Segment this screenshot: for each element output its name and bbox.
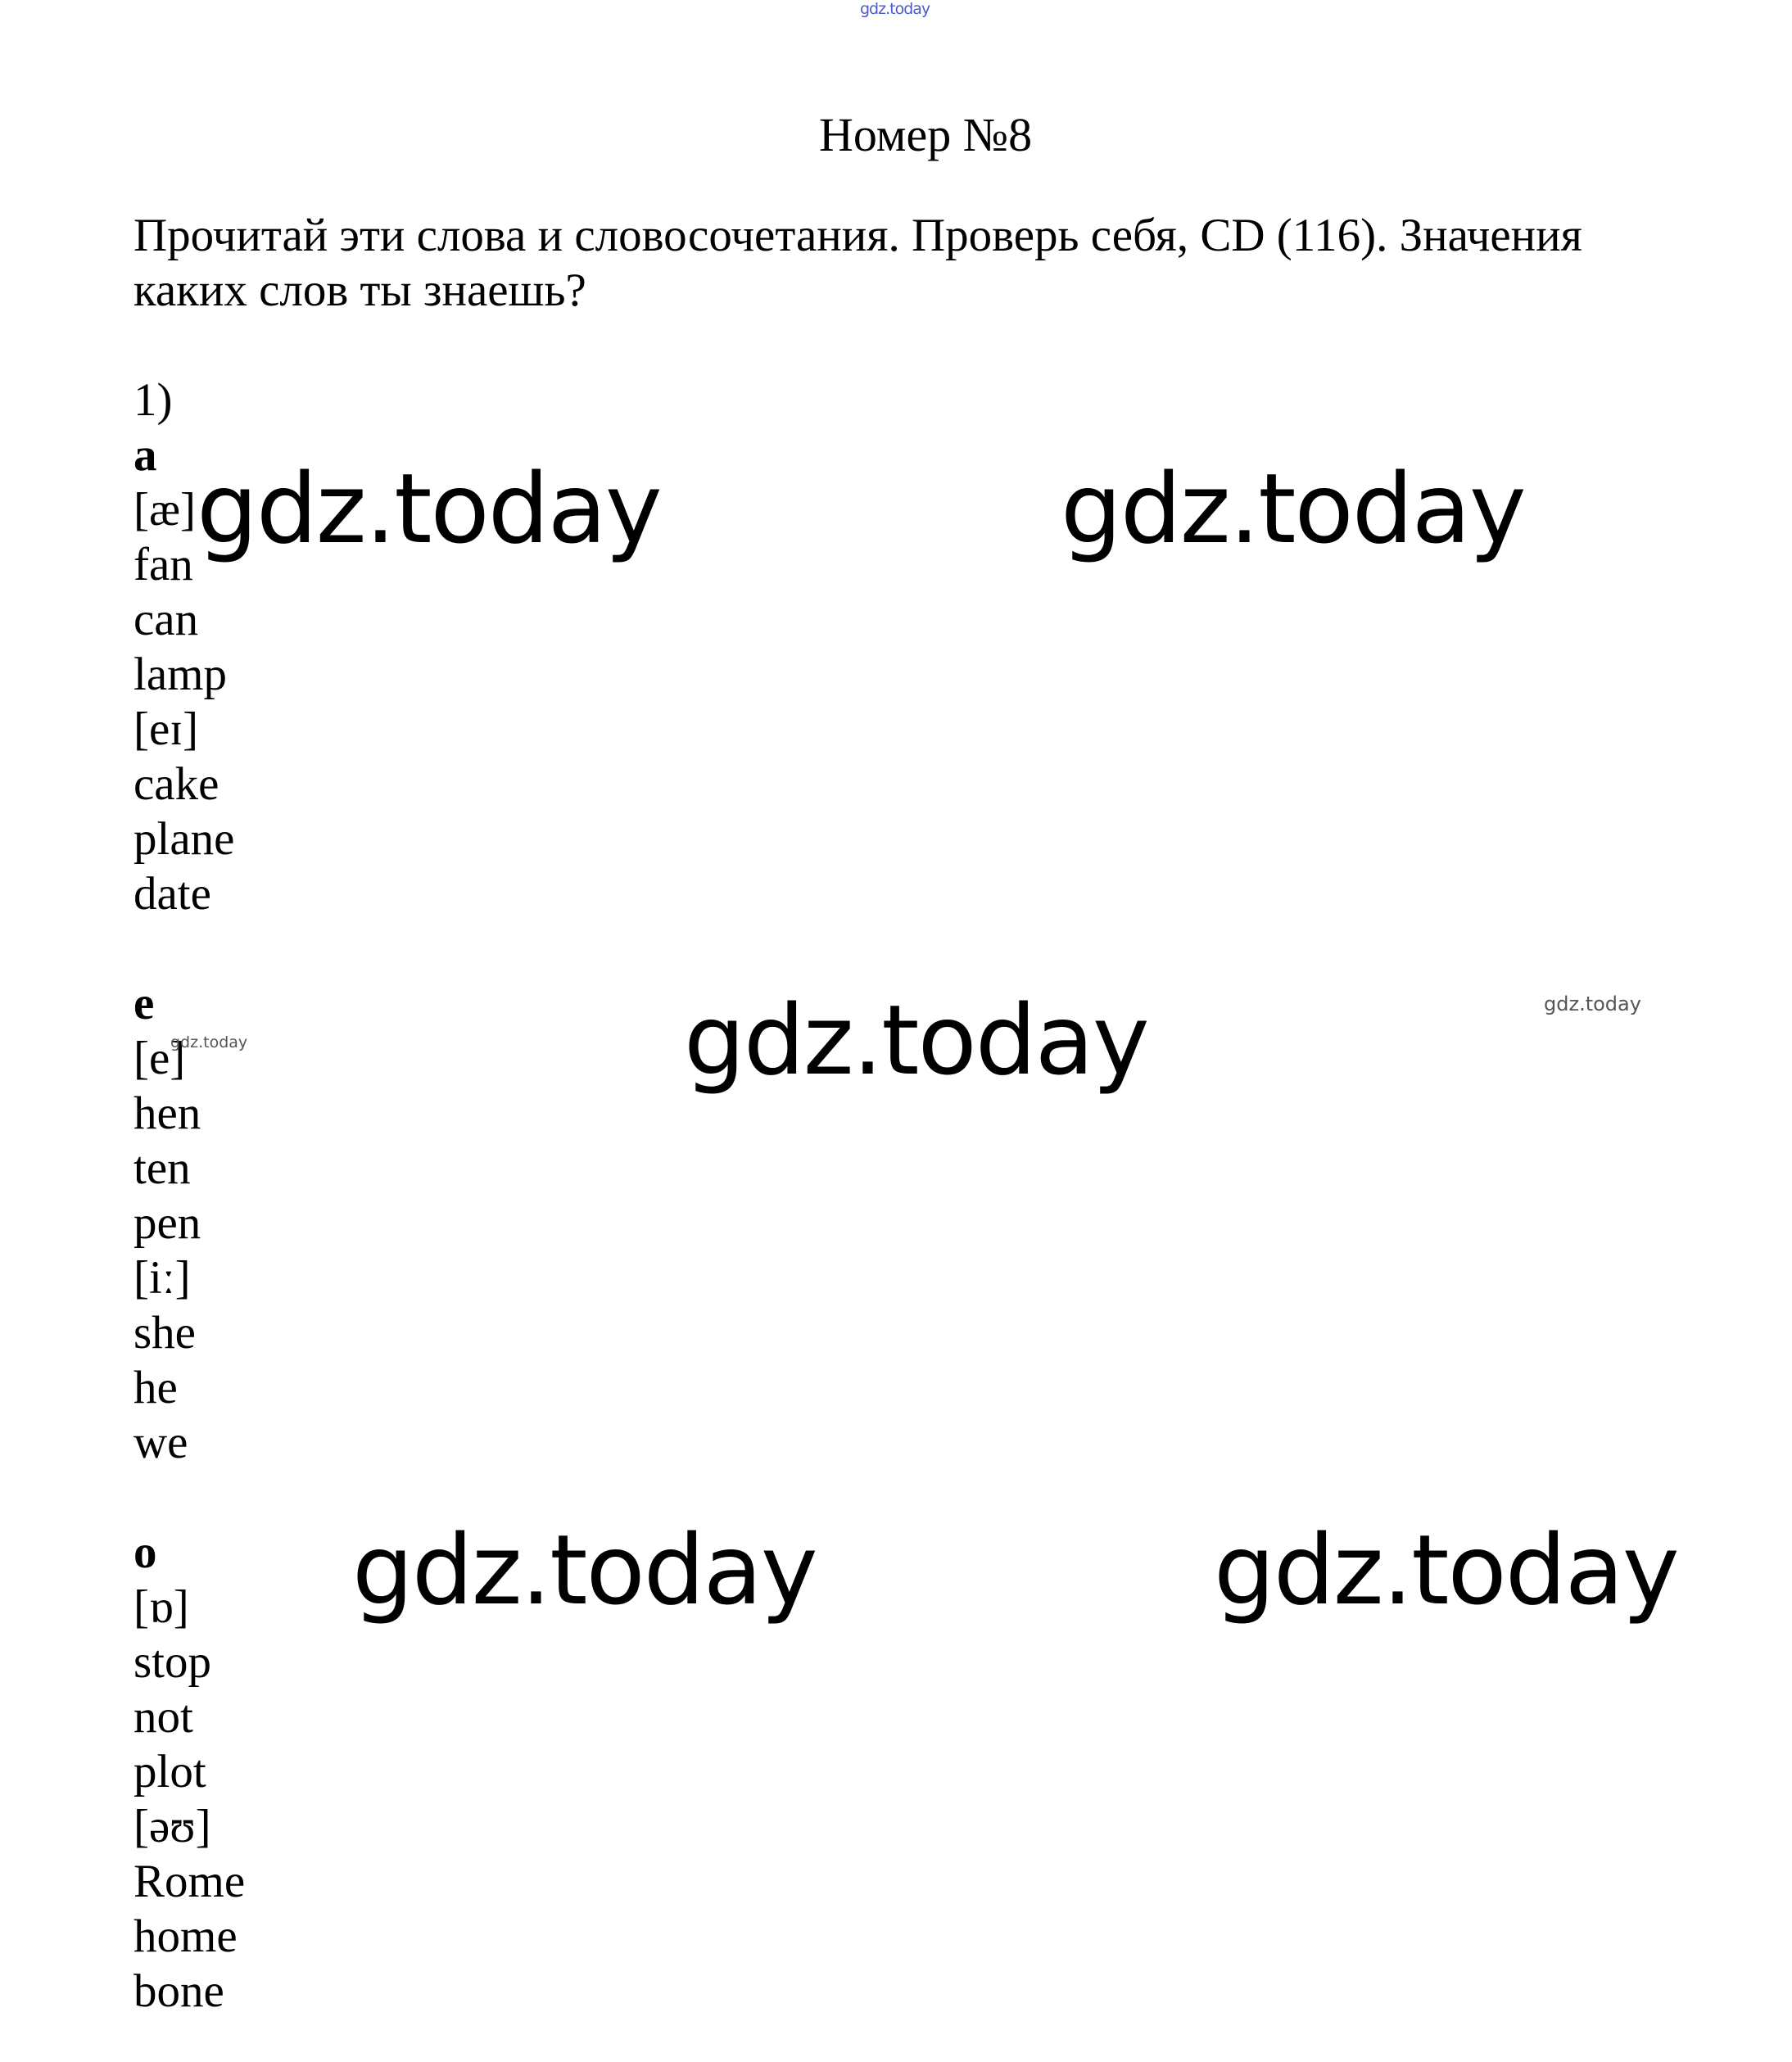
- watermark: gdz.today: [197, 452, 661, 565]
- word: Rome: [133, 1856, 246, 1907]
- part-label: 1): [133, 374, 173, 426]
- letter-heading-o: o: [133, 1526, 157, 1578]
- word: he: [133, 1362, 178, 1413]
- word: plane: [133, 813, 235, 865]
- word: pen: [133, 1197, 201, 1249]
- phoneme: [əʊ]: [133, 1801, 211, 1852]
- phoneme: [ɒ]: [133, 1581, 189, 1633]
- top-watermark: gdz.today: [860, 0, 930, 18]
- word: plot: [133, 1746, 206, 1797]
- word: stop: [133, 1636, 212, 1688]
- word: she: [133, 1307, 196, 1359]
- word: we: [133, 1417, 188, 1468]
- watermark: gdz.today: [1061, 452, 1525, 565]
- word: cake: [133, 758, 219, 810]
- page-title: Номер №8: [819, 108, 1033, 161]
- word: ten: [133, 1142, 191, 1194]
- phoneme: [æ]: [133, 484, 196, 536]
- letter-heading-a: a: [133, 429, 157, 481]
- task-instruction: Прочитай эти слова и словосочетания. Проверь себя, CD (116). Значения каких слов ты знаешь?: [133, 210, 1582, 316]
- word: hen: [133, 1088, 201, 1139]
- word: lamp: [133, 649, 227, 700]
- word: can: [133, 594, 199, 645]
- word: not: [133, 1691, 193, 1743]
- word: fan: [133, 539, 193, 590]
- word: home: [133, 1911, 238, 1962]
- phoneme: [eɪ]: [133, 703, 199, 755]
- word-list: [133, 373, 248, 2019]
- phoneme: [e]: [133, 1033, 186, 1084]
- word: bone: [133, 1965, 224, 2017]
- letter-heading-e: e: [133, 978, 155, 1029]
- watermark: gdz.today: [1544, 993, 1641, 1015]
- watermark: gdz.today: [170, 1033, 248, 1051]
- spacer: [133, 1470, 245, 1525]
- watermark: gdz.today: [684, 984, 1148, 1097]
- watermark: gdz.today: [1214, 1513, 1678, 1626]
- word: date: [133, 868, 211, 920]
- watermark: gdz.today: [352, 1513, 817, 1626]
- spacer: [133, 921, 245, 976]
- phoneme: [iː]: [133, 1252, 191, 1304]
